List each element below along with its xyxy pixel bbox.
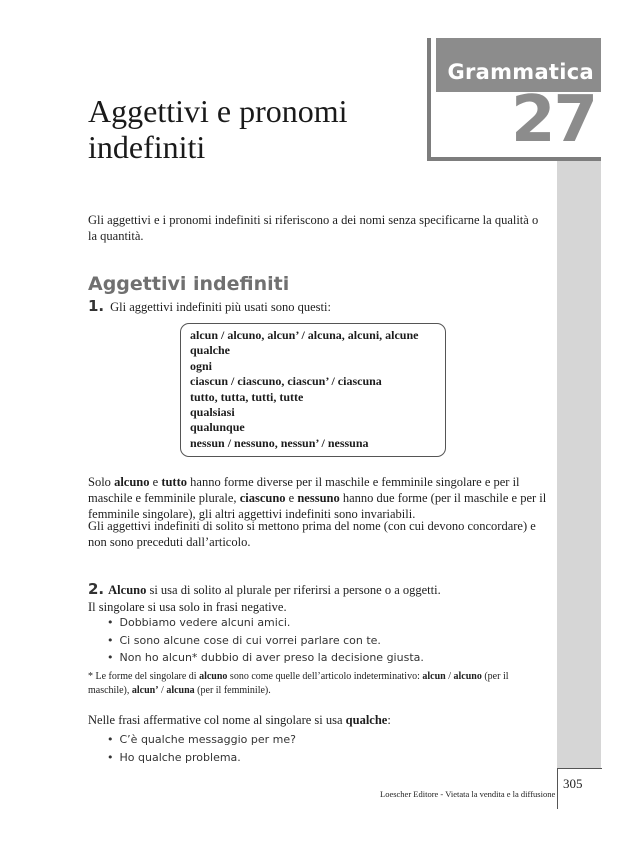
bold-term: alcun’: [131, 684, 159, 696]
bold-term: alcuna: [166, 684, 195, 696]
examples-qualche: [107, 731, 547, 766]
text-run: /: [445, 671, 454, 682]
adjective-list: [190, 328, 440, 451]
bold-term: tutto: [161, 475, 188, 489]
text-run: (per il maschile),: [88, 671, 509, 696]
examples-alcuno: [107, 614, 547, 667]
text-run: /: [158, 684, 167, 696]
bold-term: alcuno: [199, 671, 228, 682]
section-heading: Aggettivi indefiniti: [88, 273, 290, 295]
footer-rule: [557, 794, 558, 809]
text-run: * Le forme del singolare di: [88, 671, 200, 682]
badge-border-left: [427, 38, 431, 160]
text-run: hanno forme diverse per il maschile e femminile singolare e per il maschile e femminile plurale,: [88, 475, 520, 505]
point-2-line-2: Il singolare si usa solo in frasi negative.: [88, 600, 287, 614]
page-title: Aggettivi e pronomi indefiniti: [88, 93, 348, 165]
footnote: [88, 670, 550, 697]
qualche-paragraph: [88, 712, 550, 728]
footer-credit: Loescher Editore - Vietata la vendita e la diffusione: [380, 789, 556, 799]
forms-paragraph: [88, 474, 550, 522]
text-run: e: [149, 475, 162, 489]
text-run: (per il femminile).: [194, 684, 271, 696]
adjective-item: qualunque: [190, 420, 245, 435]
point-1: [88, 298, 548, 315]
page-number: 305: [563, 776, 583, 791]
bold-term: ciascuno: [239, 491, 286, 505]
text-run: :: [387, 713, 391, 727]
text-run: hanno due forme (per il maschile e per il femminile singolare), gli altri aggettivi indefiniti sono invariabili.: [88, 491, 547, 521]
bold-term: alcuno: [453, 671, 482, 682]
side-margin-strip: [557, 160, 601, 768]
adjective-item: ogni: [190, 358, 213, 373]
bold-term: Alcuno: [108, 583, 147, 597]
adjective-item: alcun / alcuno, alcun’ / alcuna, alcuni, alcune: [190, 328, 419, 342]
chapter-label: Grammatica: [447, 60, 594, 84]
example-item: • Non ho alcun* dubbio di aver preso la decisione giusta.: [107, 649, 547, 667]
point-1-text: Gli aggettivi indefiniti più usati sono questi:: [110, 300, 331, 314]
bold-term: qualche: [345, 713, 388, 727]
adjective-item: qualsiasi: [190, 405, 235, 420]
bold-term: nessuno: [297, 491, 340, 505]
adjective-item: qualche: [190, 343, 231, 358]
example-item: • Ci sono alcune cose di cui vorrei parlare con te.: [107, 632, 547, 650]
adjective-item: tutto, tutta, tutti, tutte: [190, 389, 304, 404]
point-1-number: 1.: [88, 297, 105, 315]
example-item: • Dobbiamo vedere alcuni amici.: [107, 614, 547, 632]
bold-term: alcuno: [114, 475, 150, 489]
text-run: Solo: [88, 475, 115, 489]
position-paragraph: Gli aggettivi indefiniti di solito si mettono prima del nome (con cui devono concordare) e non sono preceduti dall’articolo.: [88, 519, 536, 549]
text-run: Nelle frasi affermative col nome al singolare si usa: [88, 713, 346, 727]
point-2-text: si usa di solito al plurale per riferirsi a persone o a oggetti.: [146, 583, 441, 597]
text-run: e: [285, 491, 298, 505]
bold-term: alcun: [422, 671, 446, 682]
point-2: [88, 581, 550, 616]
point-2-line: [88, 581, 550, 599]
adjective-item: ciascun / ciascuno, ciascun’ / ciascuna: [190, 374, 382, 389]
intro-paragraph: Gli aggettivi e i pronomi indefiniti si riferiscono a dei nomi senza specificarne la qualità o la quantità.: [88, 213, 539, 243]
text-run: sono come quelle dell’articolo indeterminativo:: [227, 671, 423, 682]
chapter-number: 27: [510, 83, 596, 157]
point-2-number: 2.: [88, 580, 105, 598]
example-item: • C’è qualche messaggio per me?: [107, 731, 547, 749]
adjective-item: nessun / nessuno, nessun’ / nessuna: [190, 435, 369, 450]
example-item: • Ho qualche problema.: [107, 749, 547, 767]
